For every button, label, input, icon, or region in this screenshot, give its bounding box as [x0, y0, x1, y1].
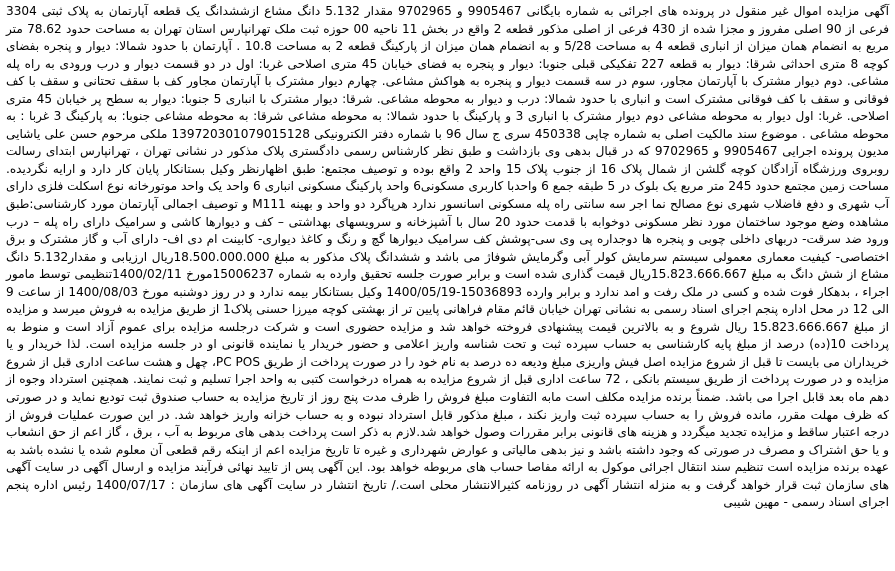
notice-body-text: آگهی مزایده اموال غیر منقول در پرونده های اجرائی به شماره بایگانی 9905467 و 9702965 مقدار 5.132 دانگ مشاع ازششدانگ یک قطعه آپارتمان به پلاک ثبتی 3304 فرعی از 90 اصلی مفروز و مجزا شده از 430 فرعی از اصلی مذکور قطعه 2 واقع در بخش 11 ناحیه 00 حوزه ثبت ملک تهرانپارس استان تهران به مساحت حدود 78.62 متر مربع به انضمام همان میزان از انباری قطعه 4 به مساحت 5/28 و به انضمام همان میزان از پارکینگ قطعه 2 به مساحت 10.8 . آپارتمان با حدود شمالا: دیوار و پنجره بفضای کوچه 8 متری احداثی شرقا: دیوار به قطعه 227 تفکیکی قبلی جنوبا: دیوار و پنجره به فضای خیابان 45 متری اصلاحی غربا: اول در دو قسمت دیوار و درب ورودی به راه پله مشاعی. دوم دیوار مشترک با آپارتمان مجاور، سوم در سه قسمت دیوار و پنجره به هواکش مشاعی. چهارم دیوار مشترک با آپارتمان مجاور کف با سقف تحتانی و سقف با کف فوقانی و سقف با کف فوقانی مشترک است و انباری با حدود شمالا: درب و دیوار به محوطه مشاعی. شرقا: دیوار مشترک با انباری 5 جنوبا: دیوار به سطح پر خیابان 45 متری اصلاحی. غربا: اول دیوار به محوطه مشاعی دوم دیوار مشترک با انباری 3 و پارکینگ با حدود شمالا: به محوطه مشاعی شرقا: به محوطه مشاعی جنوبا: به پارکینگ 3 غربا : به محوطه مشاعی . موضوع سند مالکیت اصلی به شماره چاپی 450338 سری ج سال 96 با شماره دفتر الکترونیکی 139720301079015128 ملکی مرحوم حسن علی یاشایی مدیون پرونده اجرایی 9905467 و 9702965 که در قبال بدهی وی بازداشت و طبق نظر کارشناس رسمی دادگستری پلاک مذکور در نشانی تهران ، تهرانپارس ابتدای رسالت روبروی ورزشگاه آزادگان کوچه گلشن از شمال پلاک 16 از جنوب پلاک 15 واحد 2 واقع بوده و توصیف مجتمع: طبق اظهارنظر وکیل بستانکار پایان کار دارد و ارایه نگردیده. مساحت زمین مجتمع حدود 245 متر مربع یک بلوک در 5 طبقه جمع 6 واحدبا کاربری مسکونی6 واحد پارکینگ مسکونی انباری 6 واحد یک واحد موتورخانه نوع اسکلت فلزی دارای آب شهری و دفع فاضلاب شهری نوع مصالح نما اجر سه سانتی راه پله مسکونی اسانسور ندارد هرپاگرد دو واحد و بهینه M111 و توصیف اجمالی آپارتمان مورد کارشناسی:طبق مشاهده وضع موجود ساختمان مورد نظر مسکونی دوخوابه با قدمت حدود 20 سال با آشپزخانه و سرویسهای بهداشتی – کف و دیوارها کاشی و سرامیک دارای راه پله – درب ورود ضد سرقت- دربهای داخلی چوبی و پنجره ها دوجداره پی وی سی-پوشش کف سرامیک دیوارها گچ و رنگ و کاغذ دیواری- کابینت ام دی اف- دارای آب و گاز مشترک و برق اختصاصی- کیفیت معماری معمولی سیستم سرمایش کولر آبی وگرمایش شوفاژ می باشد و ششدانگ پلاک مذکور به مبلغ 18.500.000.000ریال ارزیابی و مقدار5.132 دانگ مشاع از شش دانگ به مبلغ 15.823.666.667ریال قیمت گذاری شده است و برابر صورت جلسه تحقیق وارده به شماره 15006237مورخ 1400/02/11تنظیمی توسط مامور اجراء ، بدهکار فوت شده و کسی در ملک رفت و امد ندارد و برابر وارده 15036893-1400/05/19 وکیل بستانکار بیمه ندارد و در روز دوشنبه مورخ 1400/08/03 از ساعت 9 الی 12 در محل اداره پنجم اجرای اسناد رسمی به نشانی تهران خیابان قائم مقام فراهانی پایین تر از بهشتی کوچه میرزا حسنی پلاک1 از طریق مزایده به فروش میرسد و مزایده از مبلغ 15.823.666.667 ریال شروع و به بالاترین قیمت پیشنهادی فروخته خواهد شد و مزایده حضوری است و شرکت درجلسه مزایده برای عموم آزاد است و منوط به پرداخت 10(ده) درصد از مبلغ پایه کارشناسی به حساب سپرده ثبت و تحت شناسه واریز اعلامی و حضور خریدار یا نماینده قانونی او در جلسه مزایده است. لذا خریدار و یا خریداران می بایست تا قبل از شروع مزایده اصل فیش واریزی مبلغ ودیعه ده درصد به نام خود را در صورت پرداخت از طریق PC POS، چهل و هشت ساعت اداری قبل از شروع مزایده و در صورت پرداخت از طریق سیستم بانکی ، 72 ساعت اداری قبل از شروع مزایده به همراه درخواست کتبی به واحد اجرا تسلیم و ثبت نمایند. همچنین استرداد وجوه از دهم ماه بعد قابل اجرا می باشد. ضمناً برنده مزایده مکلف است مابه التفاوت مبلغ فروش را ظرف مدت پنج روز از تاریخ مزایده به حساب صندوق ثبت تودیع نماید و در صورتی که ظرف مهلت مقرر، مانده فروش را به حساب سپرده ثبت واریز نکند ، مبلغ مذکور قابل استرداد نبوده و به حساب خزانه واریز خواهد شد. در این صورت عملیات فروش از درجه اعتبار ساقط و مزایده تجدید میگردد و هزینه های قانونی برابر مقررات وصول خواهد شد.لازم به ذکر است پرداخت بدهی های مربوط به آب ، برق ، گاز اعم از حق انشعاب و یا حق اشتراک و مصرف در صورتی که وجود داشته باشد و نیز بدهی مالیاتی و عوارض شهرداری و غیره تا تاریخ مزایده اعم از اینکه رقم قطعی آن معلوم شده یا نشده باشد به عهده برنده مزایده است تنظیم سند انتقال اجرائی موکول به ارائه مفاصا حساب های مربوطه خواهد بود. این آگهی پس از تایید نهائی فرآیند مزایده و ارسال آگهی در سایت آگهی های سازمان ثبت قرار خواهد گرفت و به منزله انتشار آگهی در روزنامه کثیرالانتشار محلی است./ تاریخ انتشار در سایت آگهی های سازمان : 1400/07/17 رئیس اداره پنجم اجرای اسناد رسمی - مهین شیبی — [6, 4, 890, 510]
